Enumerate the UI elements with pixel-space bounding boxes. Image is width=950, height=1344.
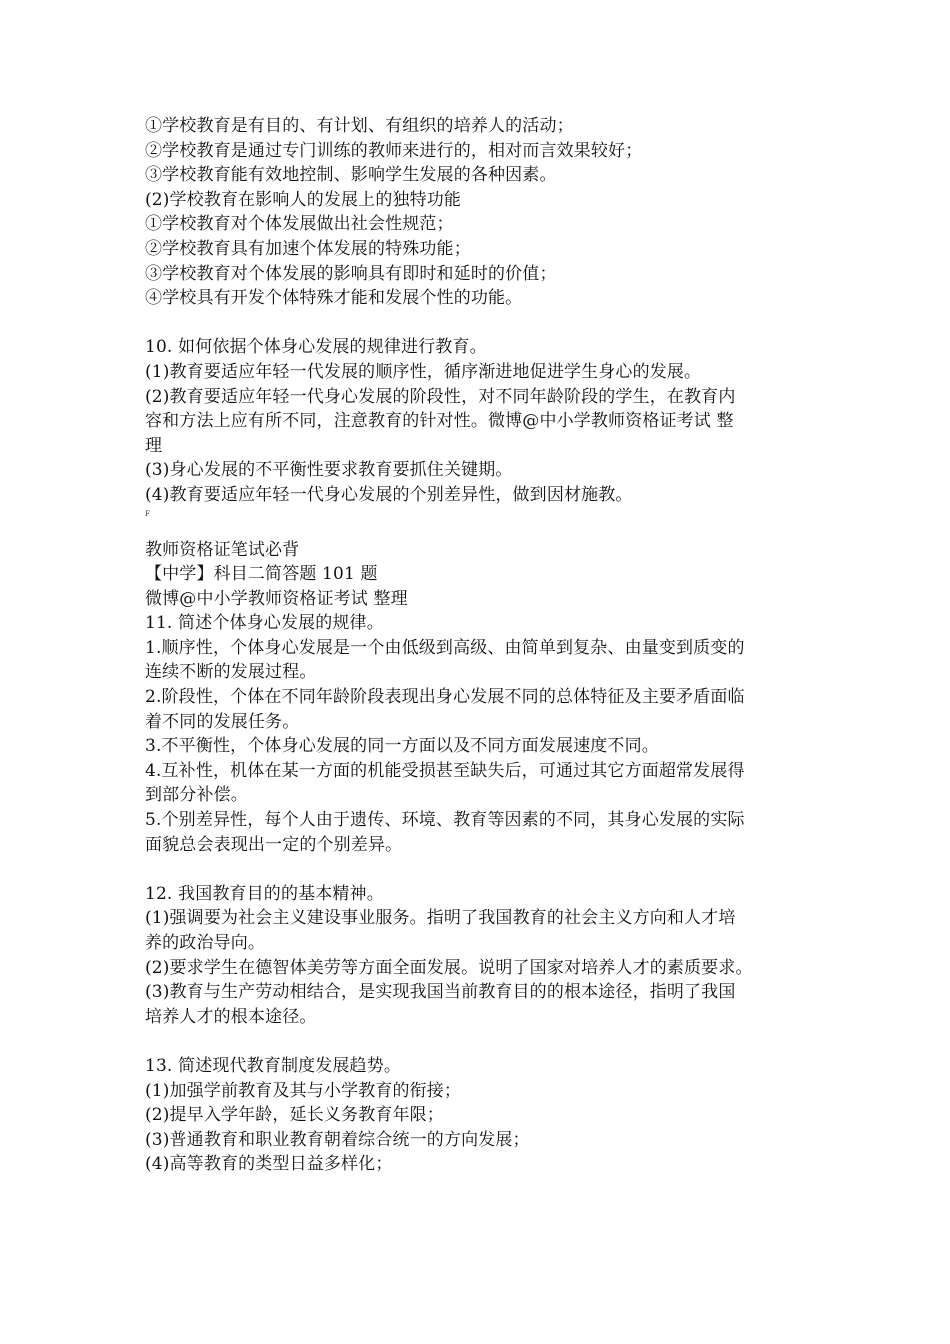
school-education-features-section	[145, 114, 815, 311]
answer-line: (2)要求学生在德智体美劳等方面全面发展。说明了国家对培养人才的素质要求。	[145, 957, 753, 978]
text-line: ④学校具有开发个体特殊才能和发展个性的功能。	[145, 288, 523, 309]
small-mark: F	[145, 509, 150, 518]
text-line: ③学校教育能有效地控制、影响学生发展的各种因素。	[145, 165, 557, 186]
subheading: (2)学校教育在影响人的发展上的独特功能	[145, 189, 462, 210]
header-subtitle: 【中学】科目二简答题 101 题	[145, 564, 378, 585]
answer-line: 容和方法上应有所不同，注意教育的针对性。微博@中小学教师资格证考试 整	[145, 411, 734, 432]
answer-line: 理	[145, 435, 163, 456]
document-page	[145, 114, 815, 1177]
question-13-section	[145, 1054, 815, 1177]
answer-line: (4)高等教育的类型日益多样化；	[145, 1154, 393, 1175]
answer-line: 着不同的发展任务。	[145, 711, 300, 732]
question-10-section	[145, 335, 815, 507]
text-line: ③学校教育对个体发展的影响具有即时和延时的价值；	[145, 263, 557, 284]
answer-line: 到部分补偿。	[145, 785, 248, 806]
answer-line: 2.阶段性，个体在不同年龄阶段表现出身心发展不同的总体特征及主要矛盾面临	[145, 687, 745, 708]
question-title: 10. 如何依据个体身心发展的规律进行教育。	[145, 337, 487, 358]
answer-line: 培养人才的根本途径。	[145, 1006, 317, 1027]
header-title: 教师资格证笔试必背	[145, 539, 300, 560]
answer-line: (1)强调要为社会主义建设事业服务。指明了我国教育的社会主义方向和人才培	[145, 908, 736, 929]
answer-line: 面貌总会表现出一定的个别差异。	[145, 834, 403, 855]
document-header-section	[145, 538, 815, 612]
paragraph-gap	[145, 1029, 815, 1054]
answer-line: 养的政治导向。	[145, 933, 266, 953]
question-title: 12. 我国教育目的的基本精神。	[145, 883, 384, 904]
answer-line: 1.顺序性，个体身心发展是一个由低级到高级、由简单到复杂、由量变到质变的	[145, 637, 745, 658]
question-11-section	[145, 611, 815, 857]
answer-line: 5.个别差异性，每个人由于遗传、环境、教育等因素的不同，其身心发展的实际	[145, 810, 745, 831]
answer-line: (1)教育要适应年轻一代发展的顺序性，循序渐进地促进学生身心的发展。	[145, 361, 702, 382]
text-line: ②学校教育是通过专门训练的教师来进行的，相对而言效果较好；	[145, 140, 643, 161]
answer-line: (3)身心发展的不平衡性要求教育要抓住关键期。	[145, 460, 513, 481]
question-title: 13. 简述现代教育制度发展趋势。	[145, 1055, 401, 1076]
header-credit: 微博@中小学教师资格证考试 整理	[145, 588, 408, 609]
paragraph-gap	[145, 311, 815, 336]
answer-line: (2)教育要适应年轻一代身心发展的阶段性，对不同年龄阶段的学生，在教育内	[145, 386, 736, 407]
answer-line: (2)提早入学年龄，延长义务教育年限；	[145, 1105, 444, 1126]
answer-line: 连续不断的发展过程。	[145, 662, 317, 683]
answer-line: 3.不平衡性，个体身心发展的同一方面以及不同方面发展速度不同。	[145, 736, 659, 757]
answer-line: (4)教育要适应年轻一代身心发展的个别差异性，做到因材施教。	[145, 484, 633, 505]
answer-line: 4.互补性，机体在某一方面的机能受损甚至缺失后，可通过其它方面超常发展得	[145, 760, 745, 781]
paragraph-gap	[145, 857, 815, 882]
answer-line: (3)教育与生产劳动相结合，是实现我国当前教育目的的根本途径，指明了我国	[145, 982, 736, 1003]
answer-line: (1)加强学前教育及其与小学教育的衔接；	[145, 1080, 462, 1101]
text-line: ①学校教育对个体发展做出社会性规范；	[145, 214, 454, 235]
paragraph-gap	[145, 520, 815, 538]
text-line: ①学校教育是有目的、有计划、有组织的培养人的活动；	[145, 116, 574, 136]
answer-line: (3)普通教育和职业教育朝着综合统一的方向发展；	[145, 1129, 530, 1150]
question-title: 11. 简述个体身心发展的规律。	[145, 613, 384, 634]
text-line: ②学校教育具有加速个体发展的特殊功能；	[145, 238, 471, 259]
question-12-section	[145, 882, 815, 1030]
